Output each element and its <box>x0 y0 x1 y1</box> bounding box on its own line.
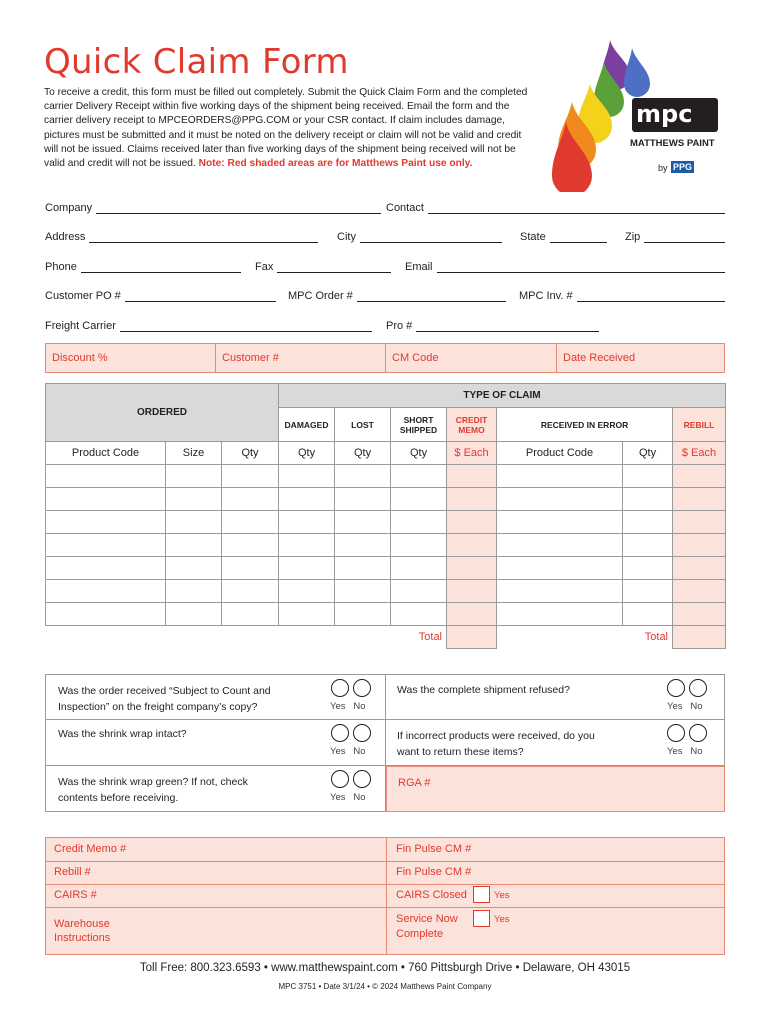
col-product-code: Product Code <box>46 442 166 465</box>
phone-field[interactable] <box>45 260 241 273</box>
yes-label: Yes <box>330 792 346 803</box>
col-qty: Qty <box>222 442 279 465</box>
question-return-items <box>386 720 725 766</box>
question-text: Was the shrink wrap green? If not, check contents before receiving. <box>58 776 248 804</box>
table-row[interactable] <box>46 557 726 580</box>
address-label: Address <box>45 231 86 243</box>
cairs-field[interactable]: CAIRS # <box>54 889 97 901</box>
no-radio[interactable] <box>689 679 707 697</box>
no-label: No <box>690 746 703 757</box>
internal-info-row <box>45 343 725 373</box>
phone-label: Phone <box>45 261 77 273</box>
company-field[interactable] <box>45 201 381 214</box>
radio-group <box>667 724 711 745</box>
brand-logo <box>540 32 740 192</box>
credit-total-field[interactable] <box>447 626 497 649</box>
rga-label: RGA # <box>398 777 431 789</box>
rebill-total-field[interactable] <box>673 626 726 649</box>
damaged-header: DAMAGED <box>279 408 335 442</box>
city-field[interactable] <box>337 230 502 243</box>
type-of-claim-header: TYPE OF CLAIM <box>279 384 726 408</box>
service-now-checkbox[interactable] <box>473 910 490 928</box>
question-shrink-intact <box>45 720 386 766</box>
customer-po-field[interactable] <box>45 289 276 302</box>
fin-pulse-cm-field-2[interactable]: Fin Pulse CM # <box>396 866 472 878</box>
customer-number-field[interactable]: Customer # <box>222 352 279 364</box>
question-shipment-refused <box>386 674 725 720</box>
claims-table <box>45 383 726 649</box>
radio-group <box>331 679 375 700</box>
rebill-total-label: Total <box>497 626 673 649</box>
instructions-text: To receive a credit, this form must be filled out completely. Submit the Quick Claim Form and the completed carrier Delivery Receipt within five working days of the shipment being received. Email the form and the carrier delivery receipt to MPCEORDERS@PPG.COM or your CSR contact. If claim includes damage, pictures must be submitted and it must be noted on the delivery receipt or claim will not be valid and credit will not be issued. Claims received later than five working days of the shipment being received will not be valid and credit will not be issued. <box>44 87 528 170</box>
short-shipped-header: SHORT SHIPPED <box>391 408 447 442</box>
credit-memo-header: CREDIT MEMO <box>447 408 497 442</box>
zip-field[interactable] <box>625 230 725 243</box>
no-label: No <box>353 746 366 757</box>
radio-group <box>331 724 375 745</box>
fin-pulse-cm-field[interactable]: Fin Pulse CM # <box>396 843 472 855</box>
mpc-order-field[interactable] <box>288 289 506 302</box>
col-rebill-each: $ Each <box>673 442 726 465</box>
pro-label: Pro # <box>386 320 413 332</box>
contact-field[interactable] <box>386 201 725 214</box>
state-field[interactable] <box>520 230 607 243</box>
yes-radio[interactable] <box>331 770 349 788</box>
table-row[interactable] <box>46 465 726 488</box>
yes-label: Yes <box>330 746 346 757</box>
credit-total-label: Total <box>46 626 447 649</box>
received-in-error-header: RECEIVED IN ERROR <box>497 408 673 442</box>
fax-label: Fax <box>255 261 274 273</box>
table-row[interactable] <box>46 580 726 603</box>
mpc-order-label: MPC Order # <box>288 290 353 302</box>
col-error-product-code: Product Code <box>497 442 623 465</box>
cairs-closed-label: CAIRS Closed <box>396 889 467 901</box>
customer-po-label: Customer PO # <box>45 290 121 302</box>
col-error-qty: Qty <box>623 442 673 465</box>
pro-field[interactable] <box>386 319 599 332</box>
credit-memo-field[interactable]: Credit Memo # <box>54 843 127 855</box>
service-now-yes-label: Yes <box>494 914 510 925</box>
contact-label: Contact <box>386 202 424 214</box>
ppg-logo: PPG <box>673 162 693 172</box>
no-radio[interactable] <box>353 724 371 742</box>
mpc-inv-field[interactable] <box>519 289 725 302</box>
cairs-closed-yes-label: Yes <box>494 890 510 901</box>
footer-contact: Toll Free: 800.323.6593 • www.matthewspaint.com • 760 Pittsburgh Drive • Delaware, OH 43015 <box>139 962 631 974</box>
question-text: Was the order received “Subject to Count and Inspection” on the freight company’s copy? <box>58 685 271 713</box>
zip-label: Zip <box>625 231 641 243</box>
col-lost-qty: Qty <box>335 442 391 465</box>
yes-radio[interactable] <box>667 679 685 697</box>
cairs-closed-checkbox[interactable] <box>473 886 490 904</box>
yes-label: Yes <box>667 701 683 712</box>
cm-code-field[interactable]: CM Code <box>392 352 439 364</box>
col-credit-each: $ Each <box>447 442 497 465</box>
radio-group <box>667 679 711 700</box>
no-label: No <box>690 701 703 712</box>
rga-field[interactable] <box>386 766 725 812</box>
table-row[interactable] <box>46 534 726 557</box>
question-count-inspection <box>45 674 386 720</box>
address-field[interactable] <box>45 230 318 243</box>
logo-by: by <box>658 163 668 173</box>
freight-carrier-field[interactable] <box>45 319 372 332</box>
freight-carrier-label: Freight Carrier <box>45 320 116 332</box>
instructions <box>44 86 534 171</box>
question-text: If incorrect products were received, do you want to return these items? <box>397 730 595 758</box>
city-label: City <box>337 231 356 243</box>
footer-meta: MPC 3751 • Date 3/1/24 • © 2024 Matthews Paint Company <box>278 982 492 991</box>
yes-radio[interactable] <box>331 724 349 742</box>
no-radio[interactable] <box>353 679 371 697</box>
warehouse-instructions-field[interactable]: Warehouse Instructions <box>54 918 111 944</box>
rebill-field[interactable]: Rebill # <box>54 866 91 878</box>
logo-company-name: MATTHEWS PAINT <box>630 138 715 149</box>
yes-label: Yes <box>330 701 346 712</box>
rebill-header: REBILL <box>673 408 726 442</box>
table-row[interactable] <box>46 603 726 626</box>
ordered-header: ORDERED <box>46 384 279 442</box>
fax-field[interactable] <box>255 260 391 273</box>
yes-radio[interactable] <box>331 679 349 697</box>
question-text: Was the shrink wrap intact? <box>58 728 187 740</box>
state-label: State <box>520 231 546 243</box>
no-label: No <box>353 792 366 803</box>
company-label: Company <box>45 202 93 214</box>
question-shrink-green <box>45 766 386 812</box>
internal-use-block <box>45 837 725 955</box>
table-row[interactable] <box>46 511 726 534</box>
logo-brand: mpc <box>636 100 693 128</box>
no-label: No <box>353 701 366 712</box>
service-now-complete-label: Service Now Complete <box>396 913 458 940</box>
instructions-note: Note: Red shaded areas are for Matthews Paint use only. <box>198 158 473 170</box>
no-radio[interactable] <box>353 770 371 788</box>
email-label: Email <box>405 261 433 273</box>
date-received-field[interactable]: Date Received <box>563 352 636 364</box>
col-short-qty: Qty <box>391 442 447 465</box>
yes-radio[interactable] <box>667 724 685 742</box>
lost-header: LOST <box>335 408 391 442</box>
discount-field[interactable]: Discount % <box>52 352 108 364</box>
email-field[interactable] <box>405 260 725 273</box>
col-damaged-qty: Qty <box>279 442 335 465</box>
radio-group <box>331 770 375 791</box>
form-title: Quick Claim Form <box>44 42 349 82</box>
question-text: Was the complete shipment refused? <box>397 684 570 696</box>
yes-label: Yes <box>667 746 683 757</box>
no-radio[interactable] <box>689 724 707 742</box>
col-size: Size <box>166 442 222 465</box>
table-row[interactable] <box>46 488 726 511</box>
mpc-inv-label: MPC Inv. # <box>519 290 573 302</box>
